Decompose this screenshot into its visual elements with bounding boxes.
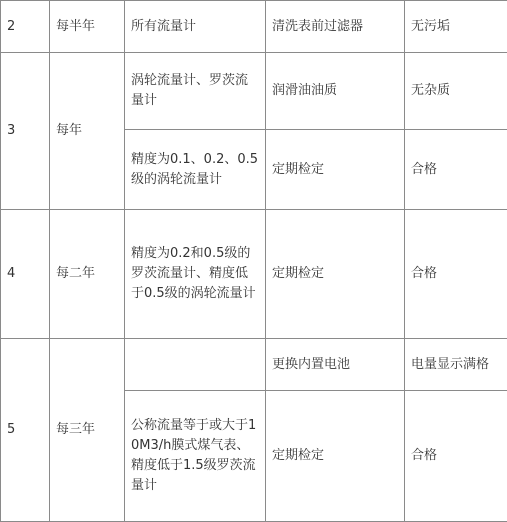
scope-cell: 精度为0.2和0.5级的罗茨流量计、精度低于0.5级的涡轮流量计 bbox=[125, 210, 266, 339]
scope-cell bbox=[125, 339, 266, 391]
scope-cell: 涡轮流量计、罗茨流量计 bbox=[125, 53, 266, 130]
standard-cell: 电量显示满格 bbox=[405, 339, 507, 391]
item-cell: 定期检定 bbox=[266, 210, 405, 339]
standard-cell: 合格 bbox=[405, 130, 507, 210]
table-row bbox=[1, 210, 507, 339]
row-number: 2 bbox=[1, 1, 50, 53]
cycle-cell: 每二年 bbox=[50, 210, 125, 339]
standard-cell: 无杂质 bbox=[405, 53, 507, 130]
scope-cell: 所有流量计 bbox=[125, 1, 266, 53]
item-cell: 清洗表前过滤器 bbox=[266, 1, 405, 53]
cycle-cell: 每半年 bbox=[50, 1, 125, 53]
item-cell: 定期检定 bbox=[266, 130, 405, 210]
row-number: 4 bbox=[1, 210, 50, 339]
standard-cell: 合格 bbox=[405, 210, 507, 339]
table-row bbox=[1, 1, 507, 53]
scope-cell: 精度为0.1、0.2、0.5级的涡轮流量计 bbox=[125, 130, 266, 210]
cycle-cell: 每三年 bbox=[50, 339, 125, 522]
item-cell: 定期检定 bbox=[266, 391, 405, 522]
item-cell: 润滑油油质 bbox=[266, 53, 405, 130]
table-row bbox=[1, 53, 507, 130]
standard-cell: 无污垢 bbox=[405, 1, 507, 53]
row-number: 3 bbox=[1, 53, 50, 210]
scope-cell: 公称流量等于或大于10M3/h膜式煤气表、精度低于1.5级罗茨流量计 bbox=[125, 391, 266, 522]
item-cell: 更换内置电池 bbox=[266, 339, 405, 391]
row-number: 5 bbox=[1, 339, 50, 522]
cycle-cell: 每年 bbox=[50, 53, 125, 210]
standard-cell: 合格 bbox=[405, 391, 507, 522]
table-row bbox=[1, 339, 507, 391]
